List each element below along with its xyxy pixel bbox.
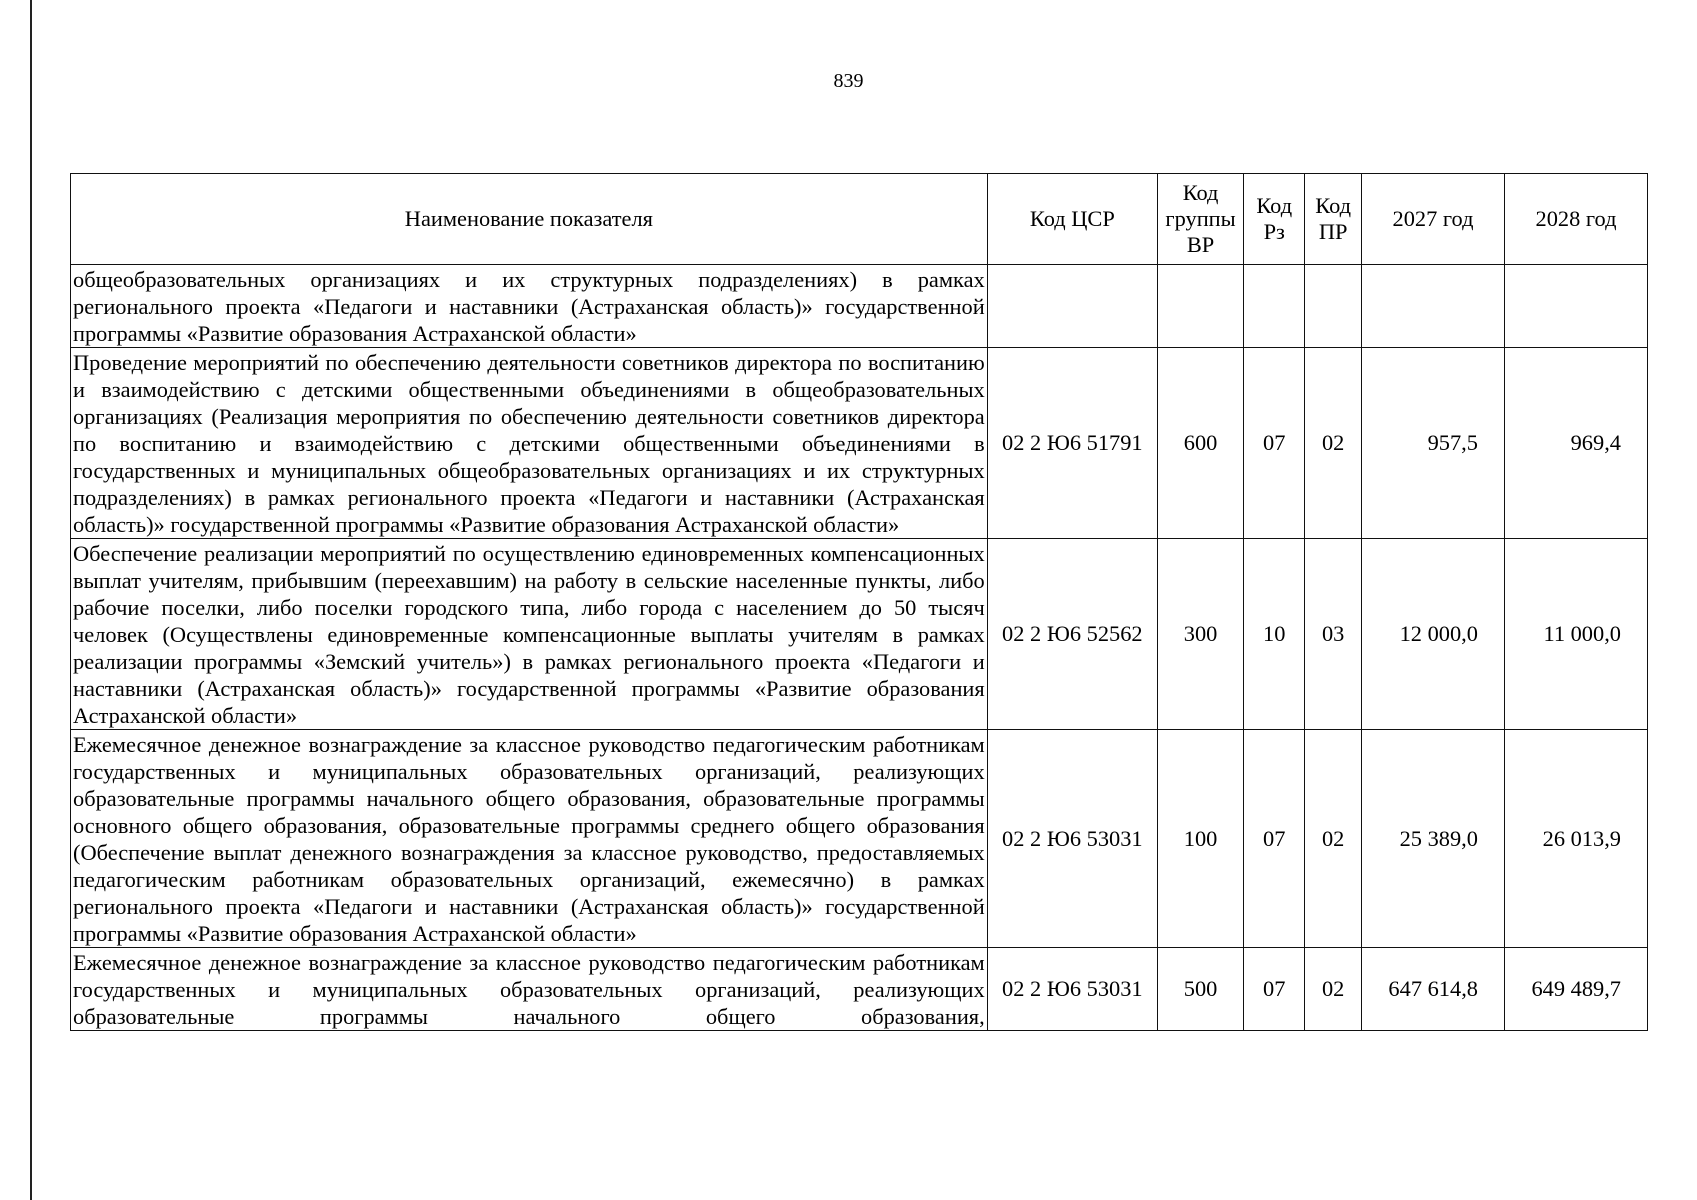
- header-rz-line2: Рз: [1263, 219, 1285, 244]
- row-pr: 03: [1305, 539, 1362, 730]
- header-vr-line3: ВР: [1186, 232, 1215, 257]
- row-vr: 600: [1157, 348, 1243, 539]
- table-row: [71, 265, 1648, 348]
- row-vr: 500: [1157, 948, 1243, 1031]
- header-2028: 2028 год: [1504, 174, 1647, 265]
- header-vr-line1: Код: [1182, 180, 1219, 205]
- header-vr-line2: группы: [1165, 206, 1236, 231]
- header-rz-line1: Код: [1256, 193, 1293, 218]
- row-rz: 10: [1244, 539, 1305, 730]
- budget-table: [70, 173, 1648, 1031]
- header-2027: 2027 год: [1362, 174, 1505, 265]
- row-rz: 07: [1244, 730, 1305, 948]
- row-2028: [1504, 265, 1647, 348]
- header-pr: [1305, 174, 1362, 265]
- row-pr: [1305, 265, 1362, 348]
- page-number: 839: [833, 70, 864, 92]
- header-pr-line1: Код: [1315, 193, 1352, 218]
- row-name: Обеспечение реализации мероприятий по осуществлению единовременных компенсационных выплат учителям, прибывшим (переехавшим) на работу в сельские населенные пункты, либо рабочие поселки, либо поселки городского типа, либо города с населением до 50 тысяч человек (Осуществлены единовременные компенсационные выплаты учителям в рамках реализации программы «Земский учитель») в рамках регионального проекта «Педагоги и наставники (Астраханская область)» государственной программы «Развитие образования Астраханской области»: [71, 539, 988, 730]
- header-pr-line2: ПР: [1318, 219, 1348, 244]
- row-csr: 02 2 Ю6 51791: [987, 348, 1157, 539]
- row-csr: 02 2 Ю6 53031: [987, 948, 1157, 1031]
- table-row: [71, 348, 1648, 539]
- row-2028: 649 489,7: [1504, 948, 1647, 1031]
- header-rz: [1244, 174, 1305, 265]
- table-row: [71, 730, 1648, 948]
- header-name: Наименование показателя: [71, 174, 988, 265]
- row-2028: 969,4: [1504, 348, 1647, 539]
- row-2027: [1362, 265, 1505, 348]
- table-row: [71, 948, 1648, 1031]
- header-row: [71, 174, 1648, 265]
- row-name: общеобразовательных организациях и их структурных подразделениях) в рамках регионального проекта «Педагоги и наставники (Астраханская область)» государственной программы «Развитие образования Астраханской области»: [71, 265, 988, 348]
- table-row: [71, 539, 1648, 730]
- row-pr: 02: [1305, 948, 1362, 1031]
- row-csr: [987, 265, 1157, 348]
- row-vr: 300: [1157, 539, 1243, 730]
- row-2027: 12 000,0: [1362, 539, 1505, 730]
- row-name: Проведение мероприятий по обеспечению деятельности советников директора по воспитанию и взаимодействию с детскими общественными объединениями в общеобразовательных организациях (Реализация мероприятия по обеспечению деятельности советников директора по воспитанию и взаимодействию с детскими общественными объединениями в государственных и муниципальных общеобразовательных организациях и их структурных подразделениях) в рамках регионального проекта «Педагоги и наставники (Астраханская область)» государственной программы «Развитие образования Астраханской области»: [71, 348, 988, 539]
- row-rz: [1244, 265, 1305, 348]
- row-csr: 02 2 Ю6 52562: [987, 539, 1157, 730]
- row-2027: 957,5: [1362, 348, 1505, 539]
- header-vr: [1157, 174, 1243, 265]
- header-csr: Код ЦСР: [987, 174, 1157, 265]
- row-rz: 07: [1244, 948, 1305, 1031]
- row-name: Ежемесячное денежное вознаграждение за классное руководство педагогическим работникам государственных и муниципальных образовательных организаций, реализующих образовательные программы начального общего образования, образовательные программы основного общего образования, образовательные программы среднего общего образования (Обеспечение выплат денежного вознаграждения за классное руководство, предоставляемых педагогическим работникам образовательных организаций, ежемесячно) в рамках регионального проекта «Педагоги и наставники (Астраханская область)» государственной программы «Развитие образования Астраханской области»: [71, 730, 988, 948]
- binding-margin-line: [30, 0, 32, 1200]
- row-2028: 26 013,9: [1504, 730, 1647, 948]
- row-rz: 07: [1244, 348, 1305, 539]
- row-csr: 02 2 Ю6 53031: [987, 730, 1157, 948]
- row-name: Ежемесячное денежное вознаграждение за классное руководство педагогическим работникам государственных и муниципальных образовательных организаций, реализующих образовательные программы начального общего образования,: [71, 948, 988, 1031]
- row-pr: 02: [1305, 730, 1362, 948]
- row-2028: 11 000,0: [1504, 539, 1647, 730]
- row-2027: 25 389,0: [1362, 730, 1505, 948]
- row-pr: 02: [1305, 348, 1362, 539]
- row-vr: 100: [1157, 730, 1243, 948]
- row-vr: [1157, 265, 1243, 348]
- row-2027: 647 614,8: [1362, 948, 1505, 1031]
